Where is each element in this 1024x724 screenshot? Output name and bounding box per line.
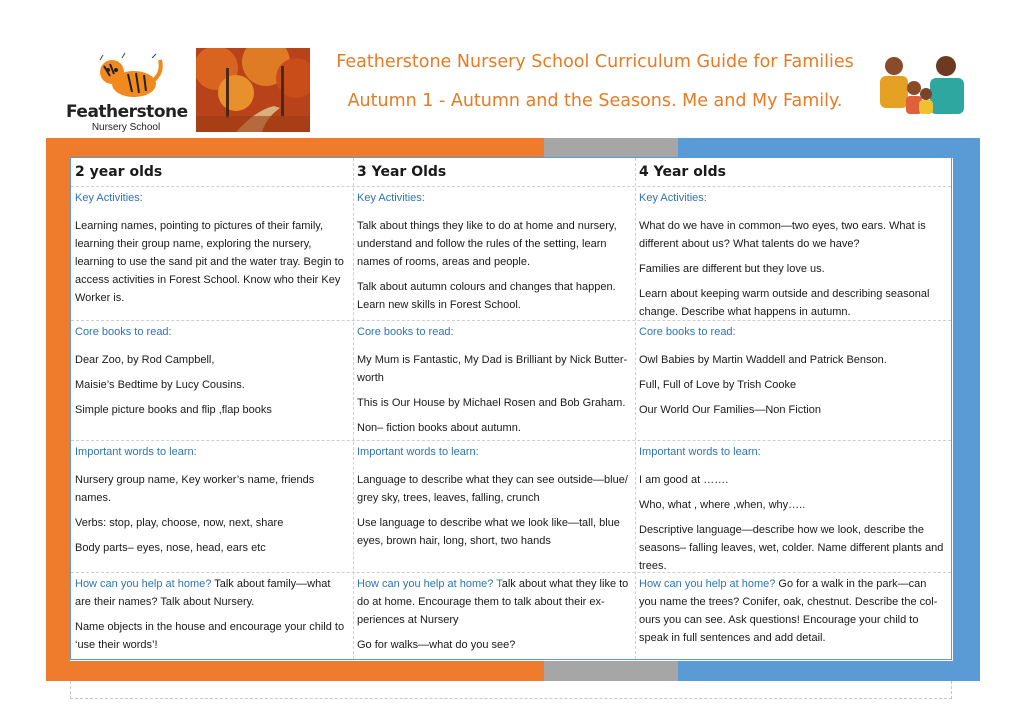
logo-text: Featherstone xyxy=(66,102,188,122)
key-activity-text: Families are different but they love us. xyxy=(639,263,825,275)
help-text xyxy=(639,575,947,647)
word-item: Verbs: stop, play, choose, now, next, share xyxy=(75,517,284,529)
books-cell xyxy=(635,320,951,440)
help-at-home-cell xyxy=(71,572,353,659)
orange-frame-left xyxy=(46,138,70,681)
section-label: How can you help at home? T xyxy=(357,578,502,590)
key-activities-cell xyxy=(71,186,353,320)
help-at-home-cell xyxy=(635,572,951,659)
section-label: Core books to read: xyxy=(639,326,736,338)
logo-subtext: Nursery School xyxy=(91,122,161,133)
section-label: Important words to learn: xyxy=(357,446,479,458)
key-activities-cell xyxy=(353,186,635,320)
help-inline-text: Talk about family—what are their names? Talk about Nursery. xyxy=(75,578,331,608)
table-trailing-row xyxy=(70,681,952,699)
help-text xyxy=(75,575,349,611)
help-inline-text: Go for a walk in the park—can you name the trees? Conifer, oak, chestnut. Describe the col-ours you can see. Ask questions! Encourage your child to speak in full sentences and add detail. xyxy=(639,578,938,644)
section-label: Core books to read: xyxy=(357,326,454,338)
book-item: Full, Full of Love by Trish Cooke xyxy=(639,379,797,391)
column-heading: 4 Year olds xyxy=(639,164,726,180)
school-logo xyxy=(66,50,186,136)
help-item: Name objects in the house and encourage your child to ‘use their words’! xyxy=(75,621,345,651)
help-at-home-cell xyxy=(353,572,635,659)
help-text xyxy=(357,575,631,629)
words-cell xyxy=(71,440,353,572)
tiger-icon xyxy=(94,52,164,104)
key-activity-text: Talk about things they like to do at home and nursery, understand and follow the rules of the setting, learn names of rooms, areas and people. xyxy=(357,220,617,268)
book-item: Non– fiction books about autumn. xyxy=(357,422,521,434)
word-item: Language to describe what they can see outside—blue/ grey sky, trees, leaves, falling, crunch xyxy=(357,474,628,504)
column-heading: 2 year olds xyxy=(75,164,163,180)
books-cell xyxy=(71,320,353,440)
words-cell xyxy=(353,440,635,572)
book-item: Our World Our Families—Non Fiction xyxy=(639,404,821,416)
book-item: Owl Babies by Martin Waddell and Patrick Benson. xyxy=(639,354,887,366)
column-heading: 3 Year Olds xyxy=(357,164,447,180)
page-subtitle: Autumn 1 - Autumn and the Seasons. Me and My Family. xyxy=(347,91,843,111)
curriculum-table xyxy=(71,158,951,659)
book-item: This is Our House by Michael Rosen and Bob Graham. xyxy=(357,397,626,409)
family-illustration xyxy=(874,52,974,118)
section-label: Important words to learn: xyxy=(639,446,761,458)
books-cell xyxy=(353,320,635,440)
word-item: Use language to describe what we look like—tall, blue eyes, brown hair, long, short, two hands xyxy=(357,517,620,547)
autumn-path-photo xyxy=(196,48,310,132)
word-item: I am good at ……. xyxy=(639,474,729,486)
blue-frame-band-bottom xyxy=(678,661,980,681)
words-cell xyxy=(635,440,951,572)
help-inline-text: alk about what they like to do at home. Encourage them to talk about their ex-periences at Nursery xyxy=(357,578,629,626)
help-item: Go for walks—what do you see? xyxy=(357,639,516,651)
word-item: Body parts– eyes, nose, head, ears etc xyxy=(75,542,266,554)
book-item: Simple picture books and flip ,flap books xyxy=(75,404,272,416)
blue-frame-band xyxy=(678,138,980,158)
key-activity-text: Talk about autumn colours and changes that happen. Learn new skills in Forest School. xyxy=(357,281,616,311)
book-item: Maisie’s Bedtime by Lucy Cousins. xyxy=(75,379,245,391)
key-activities-cell xyxy=(635,186,951,320)
grey-frame-band-bottom xyxy=(544,661,678,681)
section-label: Key Activities: xyxy=(75,192,143,204)
section-label: How can you help at home? xyxy=(639,578,776,590)
section-label: Important words to learn: xyxy=(75,446,197,458)
orange-frame-band xyxy=(46,138,544,158)
blue-frame-right xyxy=(953,138,980,681)
section-label: How can you help at home? xyxy=(75,578,212,590)
key-activity-text: Learning names, pointing to pictures of their family, learning their group name, exploring the nursery, learning to use the sand pit and the water tray. Begin to access activities in Forest School. Know who their Key Worker is. xyxy=(75,220,344,304)
book-item: Dear Zoo, by Rod Campbell, xyxy=(75,354,215,366)
word-item: Nursery group name, Key worker’s name, friends names. xyxy=(75,474,315,504)
section-label: Core books to read: xyxy=(75,326,172,338)
section-label: Key Activities: xyxy=(639,192,707,204)
orange-frame-band-bottom xyxy=(46,661,544,681)
grey-frame-band xyxy=(544,138,678,158)
word-item: Who, what , where ,when, why….. xyxy=(639,499,806,511)
book-item: My Mum is Fantastic, My Dad is Brilliant by Nick Butter-worth xyxy=(357,354,628,384)
key-activity-text: What do we have in common—two eyes, two ears. What is different about us? What talents do we have? xyxy=(639,220,926,250)
word-item: Descriptive language—describe how we look, describe the seasons– falling leaves, wet, colder. Name different plants and trees. xyxy=(639,524,944,572)
key-activity-text: Learn about keeping warm outside and describing seasonal change. Describe what happens in autumn. xyxy=(639,288,930,318)
section-label: Key Activities: xyxy=(357,192,425,204)
page-title: Featherstone Nursery School Curriculum Guide for Families xyxy=(336,52,854,72)
